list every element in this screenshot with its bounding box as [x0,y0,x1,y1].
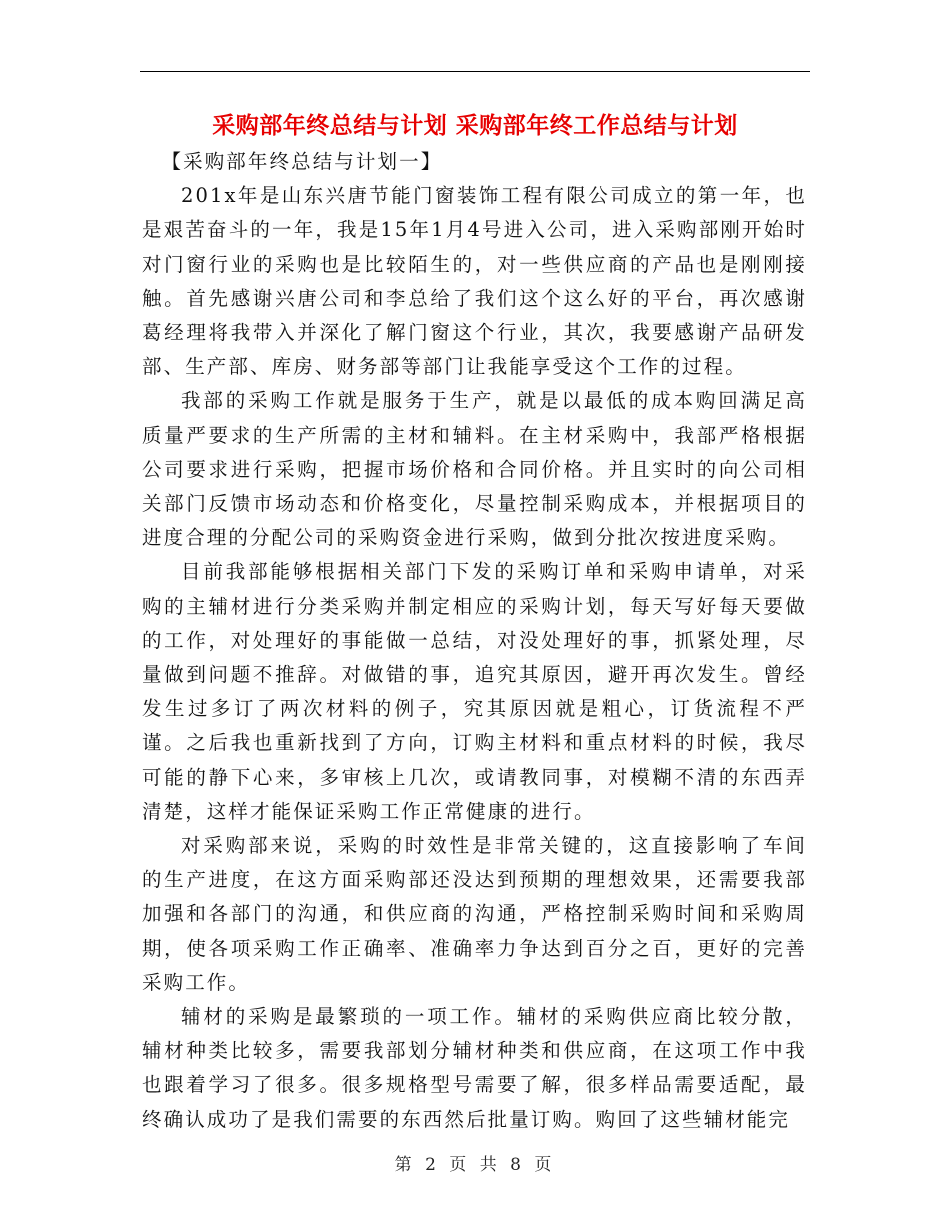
body-paragraph-4: 对采购部来说，采购的时效性是非常关键的，这直接影响了车间的生产进度，在这方面采购部还没达到预期的理想效果，还需要我部加强和各部门的沟通，和供应商的沟通，严格控制采购时间和采购周期，使各项采购工作正确率、准确率力争达到百分之百，更好的完善采购工作。 [142,834,807,994]
document-body [142,145,807,1137]
body-paragraph-5: 辅材的采购是最繁琐的一项工作。辅材的采购供应商比较分散，辅材种类比较多，需要我部划分辅材种类和供应商，在这项工作中我也跟着学习了很多。很多规格型号需要了解，很多样品需要适配，最终确认成功了是我们需要的东西然后批量订购。购回了这些辅材能完 [142,1005,807,1131]
document-title: 采购部年终总结与计划 采购部年终工作总结与计划 [212,113,738,139]
section-heading: 【采购部年终总结与计划一】 [161,150,443,173]
body-paragraph-2: 我部的采购工作就是服务于生产，就是以最低的成本购回满足高质量严要求的生产所需的主材和辅料。在主材采购中，我部严格根据公司要求进行采购，把握市场价格和合同价格。并且实时的向公司相关部门反馈市场动态和价格变化，尽量控制采购成本，并根据项目的进度合理的分配公司的采购资金进行采购，做到分批次按进度采购。 [142,389,807,550]
body-paragraph-1: 201x年是山东兴唐节能门窗装饰工程有限公司成立的第一年，也是艰苦奋斗的一年，我是15年1月4号进入公司，进入采购部刚开始时对门窗行业的采购也是比较陌生的，对一些供应商的产品也是刚刚接触。首先感谢兴唐公司和李总给了我们这个这么好的平台，再次感谢葛经理将我带入并深化了解门窗这个行业，其次，我要感谢产品研发部、生产部、库房、财务部等部门让我能享受这个工作的过程。 [142,184,807,379]
header-rule [140,71,810,72]
page-number: 第 2 页 共 8 页 [394,1155,556,1175]
body-paragraph-3: 目前我部能够根据相关部门下发的采购订单和采购申请单，对采购的主辅材进行分类采购并制定相应的采购计划，每天写好每天要做的工作，对处理好的事能做一总结，对没处理好的事，抓紧处理，尽量做到问题不推辞。对做错的事，追究其原因，避开再次发生。曾经发生过多订了两次材料的例子，究其原因就是粗心，订货流程不严谨。之后我也重新找到了方向，订购主材料和重点材料的时候，我尽可能的静下心来，多审核上几次，或请教同事，对模糊不清的东西弄清楚，这样才能保证采购工作正常健康的进行。 [142,560,807,823]
